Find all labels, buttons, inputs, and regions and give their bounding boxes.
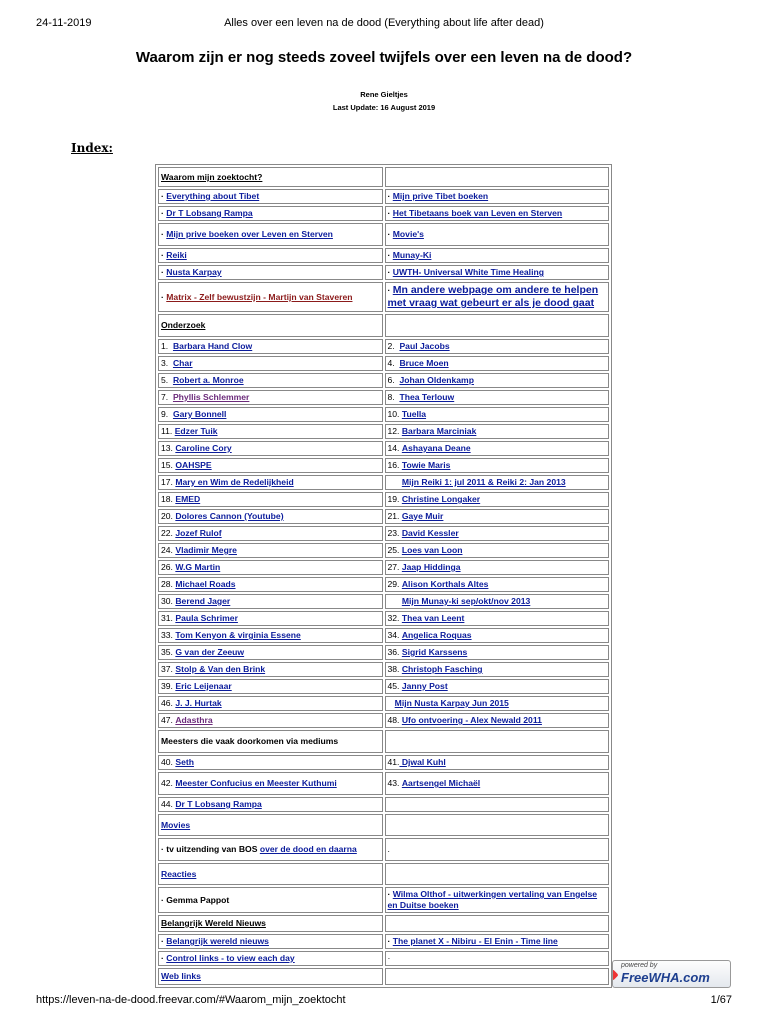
index-link[interactable]: Robert a. Monroe xyxy=(172,375,244,385)
index-link[interactable]: Eric Leijenaar xyxy=(175,681,232,691)
index-link[interactable]: Phyllis Schlemmer xyxy=(172,392,250,402)
bullet: · xyxy=(387,229,393,239)
index-link[interactable]: UWTH- Universal White Time Healing xyxy=(392,267,544,277)
cell-text: · Gemma Pappot xyxy=(161,894,230,905)
print-page-title: Alles over een leven na de dood (Everything about life after dead) xyxy=(224,17,544,29)
index-link[interactable]: Alison Korthals Altes xyxy=(401,579,489,589)
index-link[interactable]: Berend Jager xyxy=(175,596,231,606)
item-number: 17. xyxy=(161,477,176,487)
index-link[interactable]: Dolores Cannon (Youtube) xyxy=(175,511,284,521)
item-number: 1. xyxy=(161,341,173,351)
table-cell xyxy=(385,772,610,795)
table-row xyxy=(158,730,609,753)
item-number: 42. xyxy=(161,778,176,788)
table-cell xyxy=(385,628,610,643)
table-row xyxy=(158,797,609,812)
table-cell xyxy=(158,915,383,932)
table-cell xyxy=(385,223,610,246)
index-link[interactable]: Djwal Kuhl xyxy=(399,757,446,767)
table-cell xyxy=(158,492,383,507)
table-row xyxy=(158,755,609,770)
table-cell xyxy=(385,679,610,694)
table-cell xyxy=(158,814,383,836)
item-number: 23. xyxy=(387,528,402,538)
index-table-body xyxy=(158,167,609,985)
index-link[interactable]: Reiki xyxy=(166,250,187,260)
table-cell xyxy=(385,645,610,660)
table-row xyxy=(158,458,609,473)
bullet: · xyxy=(161,953,167,963)
table-row xyxy=(158,713,609,728)
index-link[interactable]: David Kessler xyxy=(401,528,459,538)
item-number: 9. xyxy=(161,409,173,419)
item-number: 15. xyxy=(161,460,176,470)
index-link[interactable]: Mijn Reiki 1: jul 2011 & Reiki 2: Jan 2013 xyxy=(401,477,566,487)
logo-powered-by: powered by xyxy=(621,962,658,969)
index-link[interactable]: Het Tibetaans boek van Leven en Sterven xyxy=(392,208,563,218)
table-cell xyxy=(385,863,610,885)
table-cell xyxy=(158,628,383,643)
table-row xyxy=(158,543,609,558)
table-cell xyxy=(385,951,610,966)
bullet: · xyxy=(161,208,167,218)
index-link[interactable]: Barbara Hand Clow xyxy=(172,341,253,351)
table-cell xyxy=(158,968,383,985)
item-number: 48. xyxy=(387,715,402,725)
item-number: 11. xyxy=(161,426,175,436)
table-cell xyxy=(385,838,610,861)
table-row xyxy=(158,314,609,337)
index-heading: Index: xyxy=(71,141,113,155)
table-row xyxy=(158,968,609,985)
item-number: 32. xyxy=(387,613,402,623)
table-cell xyxy=(158,797,383,812)
table-row xyxy=(158,838,609,861)
table-cell xyxy=(158,526,383,541)
page-title: Waarom zijn er nog steeds zoveel twijfels over een leven na de dood? xyxy=(135,49,633,66)
table-row xyxy=(158,223,609,246)
table-cell xyxy=(385,814,610,836)
item-number: 12. xyxy=(387,426,402,436)
index-link[interactable]: Mijn prive Tibet boeken xyxy=(392,191,489,201)
item-number xyxy=(388,477,402,487)
table-row xyxy=(158,509,609,524)
item-number: 22. xyxy=(161,528,176,538)
table-row xyxy=(158,628,609,643)
table-row xyxy=(158,206,609,221)
item-number: 38. xyxy=(387,664,402,674)
table-row xyxy=(158,915,609,932)
index-link[interactable]: Towie Maris xyxy=(401,460,451,470)
table-row xyxy=(158,407,609,422)
table-cell xyxy=(385,968,610,985)
table-cell xyxy=(385,390,610,405)
index-link[interactable]: Everything about Tibet xyxy=(166,191,260,201)
table-cell xyxy=(385,189,610,204)
table-cell xyxy=(385,339,610,354)
item-number: 33. xyxy=(161,630,176,640)
item-number: 8. xyxy=(387,392,400,402)
table-cell xyxy=(158,189,383,204)
table-cell xyxy=(158,509,383,524)
cell-text: Meesters die vaak doorkomen via mediums xyxy=(161,736,339,746)
table-cell xyxy=(385,356,610,371)
table-row xyxy=(158,577,609,592)
bullet: · xyxy=(387,191,393,201)
table-cell xyxy=(385,265,610,280)
index-table xyxy=(155,164,612,988)
index-link[interactable]: Janny Post xyxy=(401,681,448,691)
index-link[interactable]: Dr T Lobsang Rampa xyxy=(175,799,262,809)
table-row xyxy=(158,594,609,609)
bullet: · xyxy=(387,936,393,946)
table-cell xyxy=(158,390,383,405)
table-row xyxy=(158,696,609,711)
table-row xyxy=(158,373,609,388)
item-number: 10. xyxy=(387,409,402,419)
table-cell xyxy=(158,730,383,753)
item-number: 47. xyxy=(161,715,176,725)
table-cell xyxy=(385,887,610,913)
section-heading: Waarom mijn zoektocht? xyxy=(161,171,263,182)
table-cell xyxy=(385,492,610,507)
item-number: 3. xyxy=(161,358,173,368)
table-cell xyxy=(385,611,610,626)
item-number: 7. xyxy=(161,392,173,402)
item-number: 21. xyxy=(387,511,402,521)
table-cell xyxy=(385,560,610,575)
index-link[interactable]: Loes van Loon xyxy=(401,545,463,555)
table-cell xyxy=(385,755,610,770)
table-cell xyxy=(385,441,610,456)
item-number: 20. xyxy=(161,511,176,521)
table-cell xyxy=(158,314,383,337)
table-row xyxy=(158,645,609,660)
table-row xyxy=(158,167,609,187)
item-number: 25. xyxy=(387,545,402,555)
table-cell xyxy=(385,282,610,312)
bullet: · xyxy=(387,889,393,899)
index-link[interactable]: Mijn prive boeken over Leven en Sterven xyxy=(166,229,333,239)
cell-text: · xyxy=(387,953,391,963)
table-cell xyxy=(158,577,383,592)
table-row xyxy=(158,772,609,795)
index-link[interactable]: Jaap Hiddinga xyxy=(401,562,461,572)
item-number: 26. xyxy=(161,562,176,572)
item-number: 4. xyxy=(387,358,400,368)
item-number: 31. xyxy=(161,613,176,623)
index-link[interactable]: Aartsengel Michaël xyxy=(401,778,481,788)
item-number: 27. xyxy=(387,562,402,572)
index-link[interactable]: J. J. Hurtak xyxy=(175,698,222,708)
item-number: 6. xyxy=(387,375,400,385)
table-cell xyxy=(158,934,383,949)
section-link[interactable]: Reacties xyxy=(161,868,197,879)
index-link[interactable]: Caroline Cory xyxy=(175,443,232,453)
table-cell xyxy=(158,679,383,694)
table-cell xyxy=(385,577,610,592)
item-number: 14. xyxy=(387,443,402,453)
item-number xyxy=(388,698,395,708)
item-number: 40. xyxy=(161,757,176,767)
print-url: https://leven-na-de-dood.freevar.com/#Waarom_mijn_zoektocht xyxy=(36,994,346,1006)
bullet: · xyxy=(161,936,167,946)
item-number: 41. xyxy=(387,757,400,767)
index-link[interactable]: Christoph Fasching xyxy=(401,664,483,674)
item-number: 34. xyxy=(387,630,402,640)
table-cell xyxy=(385,797,610,812)
table-cell xyxy=(158,265,383,280)
table-row xyxy=(158,282,609,312)
index-link[interactable]: Angelica Roquas xyxy=(401,630,472,640)
table-row xyxy=(158,934,609,949)
index-link[interactable]: Movie's xyxy=(392,229,424,239)
item-number: 16. xyxy=(387,460,402,470)
table-cell xyxy=(385,314,610,337)
bullet: · xyxy=(387,267,393,277)
table-cell xyxy=(158,863,383,885)
index-link[interactable]: Thea Terlouw xyxy=(399,392,455,402)
table-cell xyxy=(158,713,383,728)
item-number: 43. xyxy=(387,778,402,788)
item-number: 35. xyxy=(161,647,176,657)
table-cell xyxy=(385,424,610,439)
table-cell xyxy=(158,339,383,354)
section-heading: Onderzoek xyxy=(161,320,206,330)
table-row xyxy=(158,560,609,575)
index-link[interactable]: Jozef Rulof xyxy=(175,528,222,538)
table-cell xyxy=(158,951,383,966)
table-cell xyxy=(385,373,610,388)
index-link[interactable]: Dr T Lobsang Rampa xyxy=(166,208,253,218)
section-link[interactable]: Movies xyxy=(161,819,191,830)
table-cell xyxy=(158,662,383,677)
table-cell xyxy=(158,887,383,913)
index-link[interactable]: Ufo ontvoering - Alex Newald 2011 xyxy=(401,715,542,725)
table-row xyxy=(158,189,609,204)
table-cell xyxy=(158,223,383,246)
item-number xyxy=(388,596,402,606)
index-link[interactable]: Control links - to view each day xyxy=(166,953,295,963)
table-cell xyxy=(158,424,383,439)
index-link[interactable]: Mijn Munay-ki sep/okt/nov 2013 xyxy=(401,596,531,606)
index-link[interactable]: G van der Zeeuw xyxy=(175,647,245,657)
table-cell xyxy=(385,730,610,753)
table-cell xyxy=(158,594,383,609)
item-number: 37. xyxy=(161,664,176,674)
table-cell xyxy=(385,509,610,524)
index-link[interactable]: Nusta Karpay xyxy=(166,267,222,277)
index-link[interactable]: Bruce Moen xyxy=(399,358,449,368)
table-row xyxy=(158,526,609,541)
table-cell xyxy=(385,713,610,728)
index-link[interactable]: Christine Longaker xyxy=(401,494,481,504)
index-link[interactable]: Munay-Ki xyxy=(392,250,432,260)
table-cell xyxy=(385,526,610,541)
table-cell xyxy=(158,248,383,263)
table-cell xyxy=(385,696,610,711)
table-cell xyxy=(158,282,383,312)
table-cell xyxy=(158,838,383,861)
index-link[interactable]: Edzer Tuik xyxy=(174,426,218,436)
bullet: · xyxy=(161,191,167,201)
item-number: 36. xyxy=(387,647,402,657)
index-link[interactable]: Mary en Wim de Redelijkheid xyxy=(175,477,294,487)
index-link[interactable]: Paul Jacobs xyxy=(399,341,450,351)
index-link[interactable]: Thea van Leent xyxy=(401,613,465,623)
index-link[interactable]: Ashayana Deane xyxy=(401,443,471,453)
freewha-logo[interactable] xyxy=(612,960,731,988)
index-link[interactable]: OAHSPE xyxy=(175,460,212,470)
index-link[interactable]: Char xyxy=(172,358,193,368)
index-link[interactable]: W.G Martin xyxy=(175,562,221,572)
print-page-number: 1/67 xyxy=(710,994,732,1006)
table-cell xyxy=(158,560,383,575)
cell-text: · tv uitzending van BOS xyxy=(161,844,260,854)
index-link[interactable]: Tuella xyxy=(401,409,427,419)
index-link[interactable]: Gary Bonnell xyxy=(172,409,227,419)
index-link[interactable]: Barbara Marciniak xyxy=(401,426,477,436)
table-cell xyxy=(385,475,610,490)
index-link[interactable]: over de dood en daarna xyxy=(259,844,357,854)
cell-text: . xyxy=(387,844,390,854)
index-link[interactable]: Sigrid Karssens xyxy=(401,647,468,657)
table-cell xyxy=(385,248,610,263)
table-row xyxy=(158,339,609,354)
last-update: Last Update: 16 August 2019 xyxy=(332,103,436,112)
table-cell xyxy=(385,206,610,221)
table-row xyxy=(158,492,609,507)
index-link[interactable]: Paula Schrimer xyxy=(175,613,238,623)
table-cell xyxy=(385,458,610,473)
table-cell xyxy=(158,755,383,770)
bullet: · xyxy=(161,229,167,239)
table-row xyxy=(158,248,609,263)
index-link[interactable]: Mijn Nusta Karpay Jun 2015 xyxy=(394,698,509,708)
bullet: · xyxy=(161,291,167,302)
print-date: 24-11-2019 xyxy=(36,17,92,29)
item-number: 19. xyxy=(387,494,402,504)
table-cell xyxy=(158,167,383,187)
table-row xyxy=(158,951,609,966)
table-row xyxy=(158,662,609,677)
table-row xyxy=(158,887,609,913)
table-cell xyxy=(158,772,383,795)
table-row xyxy=(158,814,609,836)
index-link[interactable]: EMED xyxy=(175,494,201,504)
item-number: 28. xyxy=(161,579,176,589)
index-link[interactable]: The planet X - Nibiru - El Enin - Time line xyxy=(392,936,558,946)
item-number: 30. xyxy=(161,596,176,606)
section-link[interactable]: Web links xyxy=(161,971,201,981)
bullet: · xyxy=(387,208,393,218)
item-number: 24. xyxy=(161,545,176,555)
table-cell xyxy=(158,356,383,371)
item-number: 13. xyxy=(161,443,176,453)
table-cell xyxy=(158,206,383,221)
table-cell xyxy=(158,645,383,660)
table-cell xyxy=(385,167,610,187)
table-cell xyxy=(385,407,610,422)
section-heading: Belangrijk Wereld Nieuws xyxy=(161,918,266,928)
table-row xyxy=(158,424,609,439)
table-cell xyxy=(385,662,610,677)
table-cell xyxy=(385,594,610,609)
bullet: · xyxy=(161,267,167,277)
table-cell xyxy=(158,373,383,388)
index-link[interactable]: Wilma Olthof - uitwerkingen vertaling van Engelse en Duitse boeken xyxy=(387,889,598,910)
item-number: 2. xyxy=(387,341,400,351)
table-cell xyxy=(158,543,383,558)
logo-brand: FreeWHA.com xyxy=(621,970,710,985)
bullet: · xyxy=(387,285,393,295)
bullet: · xyxy=(161,250,167,260)
table-row xyxy=(158,265,609,280)
table-row xyxy=(158,611,609,626)
table-cell xyxy=(385,934,610,949)
logo-mark-icon xyxy=(612,969,619,980)
table-row xyxy=(158,356,609,371)
table-cell xyxy=(158,696,383,711)
index-link[interactable]: Seth xyxy=(175,757,194,767)
table-row xyxy=(158,390,609,405)
item-number: 46. xyxy=(161,698,176,708)
index-link[interactable]: Gaye Muir xyxy=(401,511,444,521)
item-number: 45. xyxy=(387,681,402,691)
table-cell xyxy=(385,915,610,932)
table-cell xyxy=(158,407,383,422)
table-cell xyxy=(158,475,383,490)
table-cell xyxy=(385,543,610,558)
index-link[interactable]: Adasthra xyxy=(175,715,213,725)
table-row xyxy=(158,679,609,694)
author-name: Rene Gieltjes xyxy=(360,90,408,99)
index-link[interactable]: Vladimir Megre xyxy=(175,545,237,555)
index-link[interactable]: Belangrijk wereld nieuws xyxy=(166,936,269,946)
index-link[interactable]: Meester Confucius en Meester Kuthumi xyxy=(175,778,337,788)
table-row xyxy=(158,475,609,490)
index-link[interactable]: Johan Oldenkamp xyxy=(399,375,474,385)
index-link[interactable]: Michael Roads xyxy=(175,579,236,589)
item-number: 29. xyxy=(387,579,402,589)
item-number: 39. xyxy=(161,681,176,691)
table-cell xyxy=(158,458,383,473)
table-cell xyxy=(158,611,383,626)
item-number: 18. xyxy=(161,494,176,504)
table-cell xyxy=(158,441,383,456)
table-row xyxy=(158,441,609,456)
bullet: · xyxy=(387,250,393,260)
index-link[interactable]: Stolp & Van den Brink xyxy=(175,664,266,674)
index-link[interactable]: Tom Kenyon & virginia Essene xyxy=(175,630,301,640)
index-link[interactable]: Matrix - Zelf bewustzijn - Martijn van Staveren xyxy=(166,291,353,302)
item-number: 5. xyxy=(161,375,173,385)
item-number: 44. xyxy=(161,799,176,809)
table-row xyxy=(158,863,609,885)
index-link[interactable]: Mn andere webpage om andere te helpen met vraag wat gebeurt er als je dood gaat xyxy=(387,284,599,309)
